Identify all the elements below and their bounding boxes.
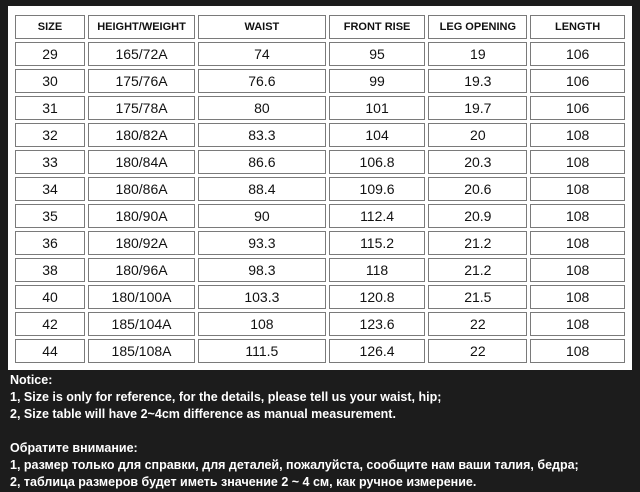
cell-waist: 93.3 — [198, 231, 326, 255]
cell-front-rise: 115.2 — [329, 231, 426, 255]
size-table — [12, 12, 628, 366]
cell-front-rise: 118 — [329, 258, 426, 282]
cell-waist: 74 — [198, 42, 326, 66]
cell-waist: 88.4 — [198, 177, 326, 201]
cell-height-weight: 175/76A — [88, 69, 195, 93]
notice-line-2-ru: 2, таблица размеров будет иметь значение 2 ~ 4 см, как ручное измерение. — [10, 475, 477, 489]
cell-size: 42 — [15, 312, 85, 336]
cell-height-weight: 180/96A — [88, 258, 195, 282]
table-row — [15, 204, 625, 228]
header-front-rise: FRONT RISE — [329, 15, 426, 39]
cell-leg-opening: 19.3 — [428, 69, 527, 93]
cell-length: 108 — [530, 312, 625, 336]
cell-length: 108 — [530, 285, 625, 309]
cell-front-rise: 109.6 — [329, 177, 426, 201]
cell-leg-opening: 20.6 — [428, 177, 527, 201]
notes — [10, 372, 634, 491]
cell-size: 40 — [15, 285, 85, 309]
cell-leg-opening: 22 — [428, 339, 527, 363]
cell-length: 108 — [530, 150, 625, 174]
notice-line-1-en: 1, Size is only for reference, for the details, please tell us your waist, hip; — [10, 390, 442, 404]
notice-line-2-en: 2, Size table will have 2~4cm difference as manual measurement. — [10, 407, 396, 421]
notice-title-en: Notice: — [10, 373, 53, 387]
cell-height-weight: 180/92A — [88, 231, 195, 255]
cell-height-weight: 185/108A — [88, 339, 195, 363]
cell-size: 35 — [15, 204, 85, 228]
cell-size: 33 — [15, 150, 85, 174]
header-size: SIZE — [15, 15, 85, 39]
cell-length: 106 — [530, 69, 625, 93]
cell-waist: 83.3 — [198, 123, 326, 147]
cell-front-rise: 120.8 — [329, 285, 426, 309]
cell-height-weight: 180/84A — [88, 150, 195, 174]
cell-leg-opening: 19 — [428, 42, 527, 66]
cell-front-rise: 106.8 — [329, 150, 426, 174]
cell-waist: 98.3 — [198, 258, 326, 282]
cell-front-rise: 123.6 — [329, 312, 426, 336]
cell-length: 106 — [530, 96, 625, 120]
cell-size: 36 — [15, 231, 85, 255]
table-row — [15, 123, 625, 147]
table-row — [15, 69, 625, 93]
cell-size: 31 — [15, 96, 85, 120]
cell-size: 44 — [15, 339, 85, 363]
cell-size: 38 — [15, 258, 85, 282]
cell-length: 108 — [530, 123, 625, 147]
table-row — [15, 312, 625, 336]
table-row — [15, 96, 625, 120]
cell-height-weight: 185/104A — [88, 312, 195, 336]
cell-length: 108 — [530, 177, 625, 201]
cell-length: 108 — [530, 258, 625, 282]
table-row — [15, 177, 625, 201]
cell-front-rise: 126.4 — [329, 339, 426, 363]
cell-leg-opening: 21.5 — [428, 285, 527, 309]
cell-waist: 86.6 — [198, 150, 326, 174]
cell-size: 30 — [15, 69, 85, 93]
cell-waist: 111.5 — [198, 339, 326, 363]
cell-leg-opening: 22 — [428, 312, 527, 336]
header-length: LENGTH — [530, 15, 625, 39]
cell-waist: 76.6 — [198, 69, 326, 93]
notice-line-1-ru: 1, размер только для справки, для деталей, пожалуйста, сообщите нам ваши талия, бедра; — [10, 458, 579, 472]
cell-size: 34 — [15, 177, 85, 201]
cell-leg-opening: 19.7 — [428, 96, 527, 120]
cell-leg-opening: 20.3 — [428, 150, 527, 174]
cell-front-rise: 101 — [329, 96, 426, 120]
cell-front-rise: 112.4 — [329, 204, 426, 228]
cell-waist: 103.3 — [198, 285, 326, 309]
cell-front-rise: 104 — [329, 123, 426, 147]
cell-front-rise: 99 — [329, 69, 426, 93]
cell-waist: 108 — [198, 312, 326, 336]
cell-size: 29 — [15, 42, 85, 66]
cell-height-weight: 180/82A — [88, 123, 195, 147]
table-row — [15, 150, 625, 174]
cell-size: 32 — [15, 123, 85, 147]
cell-height-weight: 165/72A — [88, 42, 195, 66]
cell-height-weight: 180/86A — [88, 177, 195, 201]
cell-waist: 90 — [198, 204, 326, 228]
notice-title-ru: Обратите внимание: — [10, 441, 138, 455]
cell-leg-opening: 21.2 — [428, 258, 527, 282]
cell-front-rise: 95 — [329, 42, 426, 66]
table-row — [15, 42, 625, 66]
cell-length: 108 — [530, 339, 625, 363]
cell-height-weight: 180/90A — [88, 204, 195, 228]
table-row — [15, 285, 625, 309]
header-waist: WAIST — [198, 15, 326, 39]
cell-height-weight: 175/78A — [88, 96, 195, 120]
cell-leg-opening: 20.9 — [428, 204, 527, 228]
cell-height-weight: 180/100A — [88, 285, 195, 309]
cell-length: 108 — [530, 204, 625, 228]
size-chart — [8, 6, 632, 370]
header-row — [15, 15, 625, 39]
cell-leg-opening: 21.2 — [428, 231, 527, 255]
cell-waist: 80 — [198, 96, 326, 120]
header-height-weight: HEIGHT/WEIGHT — [88, 15, 195, 39]
table-row — [15, 231, 625, 255]
table-row — [15, 258, 625, 282]
cell-leg-opening: 20 — [428, 123, 527, 147]
header-leg-opening: LEG OPENING — [428, 15, 527, 39]
table-row — [15, 339, 625, 363]
cell-length: 108 — [530, 231, 625, 255]
cell-length: 106 — [530, 42, 625, 66]
